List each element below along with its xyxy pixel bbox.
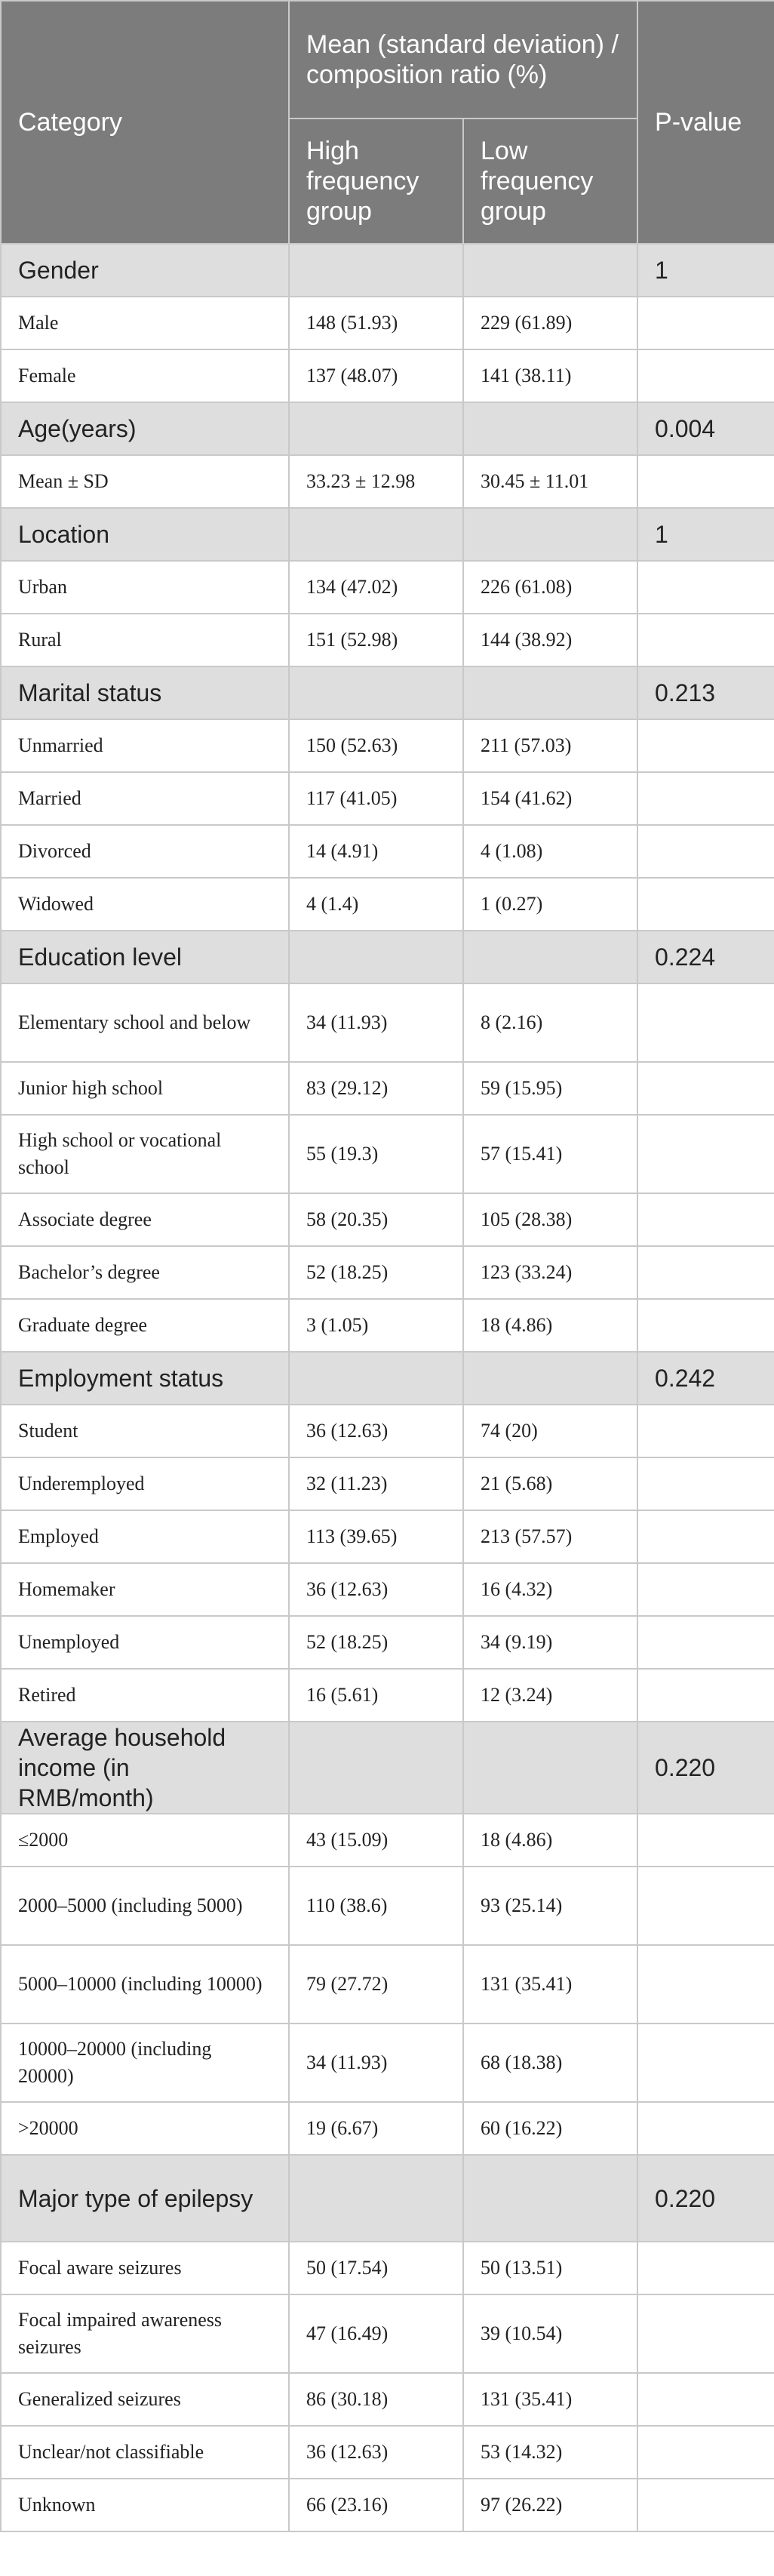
low-frequency-value: 211 (57.03) bbox=[463, 719, 637, 772]
high-frequency-value: 113 (39.65) bbox=[289, 1510, 463, 1563]
row-label: Urban bbox=[1, 561, 289, 614]
high-frequency-value: 3 (1.05) bbox=[289, 1299, 463, 1352]
p-value-empty-cell bbox=[637, 2102, 774, 2155]
row-label: High school or vocational school bbox=[1, 1115, 289, 1193]
low-frequency-value: 144 (38.92) bbox=[463, 614, 637, 666]
high-frequency-value: 36 (12.63) bbox=[289, 1405, 463, 1457]
table-row bbox=[1, 719, 774, 772]
p-value-empty-cell bbox=[637, 1457, 774, 1510]
p-value-empty-cell bbox=[637, 349, 774, 402]
p-value-empty-cell bbox=[637, 1299, 774, 1352]
row-label: Focal impaired awareness seizures bbox=[1, 2294, 289, 2373]
low-frequency-value: 34 (9.19) bbox=[463, 1616, 637, 1669]
row-label: Student bbox=[1, 1405, 289, 1457]
category-title: Education level bbox=[1, 931, 289, 983]
high-frequency-value: 19 (6.67) bbox=[289, 2102, 463, 2155]
category-row bbox=[1, 508, 774, 561]
category-empty-cell bbox=[463, 402, 637, 455]
table-row bbox=[1, 825, 774, 878]
high-frequency-value: 14 (4.91) bbox=[289, 825, 463, 878]
high-frequency-value: 86 (30.18) bbox=[289, 2373, 463, 2426]
row-label: Female bbox=[1, 349, 289, 402]
table-row bbox=[1, 1510, 774, 1563]
high-frequency-value: 110 (38.6) bbox=[289, 1867, 463, 1945]
high-frequency-value: 32 (11.23) bbox=[289, 1457, 463, 1510]
low-frequency-value: 12 (3.24) bbox=[463, 1669, 637, 1722]
table-row bbox=[1, 1867, 774, 1945]
p-value-empty-cell bbox=[637, 772, 774, 825]
p-value-empty-cell bbox=[637, 2242, 774, 2294]
low-frequency-value: 131 (35.41) bbox=[463, 2373, 637, 2426]
category-title: Employment status bbox=[1, 1352, 289, 1405]
table-row bbox=[1, 1246, 774, 1299]
category-title: Age(years) bbox=[1, 402, 289, 455]
p-value-empty-cell bbox=[637, 1405, 774, 1457]
header-high-frequency-group: High frequency group bbox=[289, 118, 463, 244]
category-p-value: 1 bbox=[637, 244, 774, 297]
low-frequency-value: 60 (16.22) bbox=[463, 2102, 637, 2155]
row-label: Employed bbox=[1, 1510, 289, 1563]
row-label: Unmarried bbox=[1, 719, 289, 772]
category-row bbox=[1, 666, 774, 719]
high-frequency-value: 52 (18.25) bbox=[289, 1246, 463, 1299]
p-value-empty-cell bbox=[637, 2373, 774, 2426]
low-frequency-value: 59 (15.95) bbox=[463, 1062, 637, 1115]
row-label: Underemployed bbox=[1, 1457, 289, 1510]
p-value-empty-cell bbox=[637, 2294, 774, 2373]
low-frequency-value: 39 (10.54) bbox=[463, 2294, 637, 2373]
high-frequency-value: 83 (29.12) bbox=[289, 1062, 463, 1115]
table-row bbox=[1, 1616, 774, 1669]
row-label: Generalized seizures bbox=[1, 2373, 289, 2426]
header-p-value: P-value bbox=[637, 1, 774, 244]
category-p-value: 0.213 bbox=[637, 666, 774, 719]
low-frequency-value: 74 (20) bbox=[463, 1405, 637, 1457]
table-header bbox=[1, 1, 774, 244]
table-row bbox=[1, 1115, 774, 1193]
low-frequency-value: 4 (1.08) bbox=[463, 825, 637, 878]
p-value-empty-cell bbox=[637, 1062, 774, 1115]
high-frequency-value: 66 (23.16) bbox=[289, 2479, 463, 2531]
low-frequency-value: 57 (15.41) bbox=[463, 1115, 637, 1193]
high-frequency-value: 50 (17.54) bbox=[289, 2242, 463, 2294]
p-value-empty-cell bbox=[637, 1246, 774, 1299]
category-p-value: 0.242 bbox=[637, 1352, 774, 1405]
high-frequency-value: 79 (27.72) bbox=[289, 1945, 463, 2024]
row-label: Mean ± SD bbox=[1, 455, 289, 508]
row-label: Associate degree bbox=[1, 1193, 289, 1246]
table-row bbox=[1, 983, 774, 1062]
header-mean-group: Mean (standard deviation) / composition ratio (%) bbox=[289, 1, 637, 118]
category-row bbox=[1, 2155, 774, 2242]
table-body bbox=[1, 244, 774, 2531]
row-label: Retired bbox=[1, 1669, 289, 1722]
high-frequency-value: 33.23 ± 12.98 bbox=[289, 455, 463, 508]
low-frequency-value: 18 (4.86) bbox=[463, 1814, 637, 1867]
category-row bbox=[1, 1352, 774, 1405]
table-row bbox=[1, 2242, 774, 2294]
p-value-empty-cell bbox=[637, 1616, 774, 1669]
p-value-empty-cell bbox=[637, 878, 774, 931]
low-frequency-value: 21 (5.68) bbox=[463, 1457, 637, 1510]
category-row bbox=[1, 244, 774, 297]
p-value-empty-cell bbox=[637, 1510, 774, 1563]
row-label: Homemaker bbox=[1, 1563, 289, 1616]
high-frequency-value: 58 (20.35) bbox=[289, 1193, 463, 1246]
row-label: Unclear/not classifiable bbox=[1, 2426, 289, 2479]
low-frequency-value: 226 (61.08) bbox=[463, 561, 637, 614]
row-label: 5000–10000 (including 10000) bbox=[1, 1945, 289, 2024]
category-empty-cell bbox=[289, 931, 463, 983]
low-frequency-value: 68 (18.38) bbox=[463, 2024, 637, 2102]
table-row bbox=[1, 297, 774, 349]
low-frequency-value: 16 (4.32) bbox=[463, 1563, 637, 1616]
row-label: Unknown bbox=[1, 2479, 289, 2531]
table-row bbox=[1, 2426, 774, 2479]
category-title: Gender bbox=[1, 244, 289, 297]
table-row bbox=[1, 614, 774, 666]
category-empty-cell bbox=[289, 1352, 463, 1405]
high-frequency-value: 52 (18.25) bbox=[289, 1616, 463, 1669]
p-value-empty-cell bbox=[637, 1945, 774, 2024]
row-label: Divorced bbox=[1, 825, 289, 878]
table-row bbox=[1, 2294, 774, 2373]
low-frequency-value: 93 (25.14) bbox=[463, 1867, 637, 1945]
row-label: Bachelor’s degree bbox=[1, 1246, 289, 1299]
category-title: Major type of epilepsy bbox=[1, 2155, 289, 2242]
high-frequency-value: 36 (12.63) bbox=[289, 2426, 463, 2479]
category-empty-cell bbox=[289, 2155, 463, 2242]
category-empty-cell bbox=[463, 1722, 637, 1814]
category-empty-cell bbox=[289, 1722, 463, 1814]
p-value-empty-cell bbox=[637, 1563, 774, 1616]
table-row bbox=[1, 1669, 774, 1722]
low-frequency-value: 1 (0.27) bbox=[463, 878, 637, 931]
category-empty-cell bbox=[463, 1352, 637, 1405]
high-frequency-value: 55 (19.3) bbox=[289, 1115, 463, 1193]
p-value-empty-cell bbox=[637, 297, 774, 349]
low-frequency-value: 8 (2.16) bbox=[463, 983, 637, 1062]
table-row bbox=[1, 1457, 774, 1510]
row-label: Male bbox=[1, 297, 289, 349]
table-row bbox=[1, 561, 774, 614]
p-value-empty-cell bbox=[637, 2426, 774, 2479]
category-empty-cell bbox=[289, 244, 463, 297]
row-label: ≤2000 bbox=[1, 1814, 289, 1867]
p-value-empty-cell bbox=[637, 1115, 774, 1193]
category-empty-cell bbox=[289, 666, 463, 719]
category-empty-cell bbox=[463, 931, 637, 983]
header-low-frequency-group: Low frequency group bbox=[463, 118, 637, 244]
table-row bbox=[1, 1062, 774, 1115]
table-row bbox=[1, 1193, 774, 1246]
high-frequency-value: 16 (5.61) bbox=[289, 1669, 463, 1722]
category-row bbox=[1, 931, 774, 983]
row-label: Elementary school and below bbox=[1, 983, 289, 1062]
low-frequency-value: 154 (41.62) bbox=[463, 772, 637, 825]
p-value-empty-cell bbox=[637, 455, 774, 508]
row-label: Junior high school bbox=[1, 1062, 289, 1115]
table-row bbox=[1, 772, 774, 825]
high-frequency-value: 150 (52.63) bbox=[289, 719, 463, 772]
table-row bbox=[1, 2102, 774, 2155]
category-empty-cell bbox=[289, 402, 463, 455]
p-value-empty-cell bbox=[637, 1814, 774, 1867]
table-row bbox=[1, 349, 774, 402]
category-p-value: 0.220 bbox=[637, 2155, 774, 2242]
low-frequency-value: 123 (33.24) bbox=[463, 1246, 637, 1299]
high-frequency-value: 43 (15.09) bbox=[289, 1814, 463, 1867]
p-value-empty-cell bbox=[637, 1193, 774, 1246]
p-value-empty-cell bbox=[637, 1867, 774, 1945]
table-row bbox=[1, 878, 774, 931]
p-value-empty-cell bbox=[637, 614, 774, 666]
high-frequency-value: 34 (11.93) bbox=[289, 2024, 463, 2102]
p-value-empty-cell bbox=[637, 2024, 774, 2102]
high-frequency-value: 36 (12.63) bbox=[289, 1563, 463, 1616]
category-title: Average household income (in RMB/month) bbox=[1, 1722, 289, 1814]
high-frequency-value: 151 (52.98) bbox=[289, 614, 463, 666]
p-value-empty-cell bbox=[637, 1669, 774, 1722]
category-title: Location bbox=[1, 508, 289, 561]
p-value-empty-cell bbox=[637, 2479, 774, 2531]
category-title: Marital status bbox=[1, 666, 289, 719]
low-frequency-value: 97 (26.22) bbox=[463, 2479, 637, 2531]
category-p-value: 0.224 bbox=[637, 931, 774, 983]
table-row bbox=[1, 2024, 774, 2102]
category-empty-cell bbox=[463, 508, 637, 561]
low-frequency-value: 105 (28.38) bbox=[463, 1193, 637, 1246]
p-value-empty-cell bbox=[637, 825, 774, 878]
high-frequency-value: 148 (51.93) bbox=[289, 297, 463, 349]
low-frequency-value: 229 (61.89) bbox=[463, 297, 637, 349]
category-p-value: 0.004 bbox=[637, 402, 774, 455]
row-label: Graduate degree bbox=[1, 1299, 289, 1352]
table-row bbox=[1, 1563, 774, 1616]
category-row bbox=[1, 402, 774, 455]
low-frequency-value: 18 (4.86) bbox=[463, 1299, 637, 1352]
table-row bbox=[1, 1814, 774, 1867]
row-label: >20000 bbox=[1, 2102, 289, 2155]
category-empty-cell bbox=[463, 666, 637, 719]
row-label: Married bbox=[1, 772, 289, 825]
high-frequency-value: 4 (1.4) bbox=[289, 878, 463, 931]
table-row bbox=[1, 1405, 774, 1457]
p-value-empty-cell bbox=[637, 983, 774, 1062]
table-row bbox=[1, 2479, 774, 2531]
row-label: Rural bbox=[1, 614, 289, 666]
table-row bbox=[1, 1945, 774, 2024]
row-label: 2000–5000 (including 5000) bbox=[1, 1867, 289, 1945]
category-empty-cell bbox=[289, 508, 463, 561]
table-row bbox=[1, 1299, 774, 1352]
high-frequency-value: 134 (47.02) bbox=[289, 561, 463, 614]
table-row bbox=[1, 455, 774, 508]
high-frequency-value: 34 (11.93) bbox=[289, 983, 463, 1062]
header-category: Category bbox=[1, 1, 289, 244]
category-empty-cell bbox=[463, 2155, 637, 2242]
row-label: Widowed bbox=[1, 878, 289, 931]
p-value-empty-cell bbox=[637, 561, 774, 614]
high-frequency-value: 47 (16.49) bbox=[289, 2294, 463, 2373]
table-row bbox=[1, 2373, 774, 2426]
p-value-empty-cell bbox=[637, 719, 774, 772]
row-label: 10000–20000 (including 20000) bbox=[1, 2024, 289, 2102]
category-empty-cell bbox=[463, 244, 637, 297]
category-p-value: 1 bbox=[637, 508, 774, 561]
low-frequency-value: 53 (14.32) bbox=[463, 2426, 637, 2479]
row-label: Unemployed bbox=[1, 1616, 289, 1669]
category-row bbox=[1, 1722, 774, 1814]
category-p-value: 0.220 bbox=[637, 1722, 774, 1814]
low-frequency-value: 131 (35.41) bbox=[463, 1945, 637, 2024]
low-frequency-value: 213 (57.57) bbox=[463, 1510, 637, 1563]
high-frequency-value: 117 (41.05) bbox=[289, 772, 463, 825]
low-frequency-value: 30.45 ± 11.01 bbox=[463, 455, 637, 508]
low-frequency-value: 141 (38.11) bbox=[463, 349, 637, 402]
high-frequency-value: 137 (48.07) bbox=[289, 349, 463, 402]
low-frequency-value: 50 (13.51) bbox=[463, 2242, 637, 2294]
row-label: Focal aware seizures bbox=[1, 2242, 289, 2294]
